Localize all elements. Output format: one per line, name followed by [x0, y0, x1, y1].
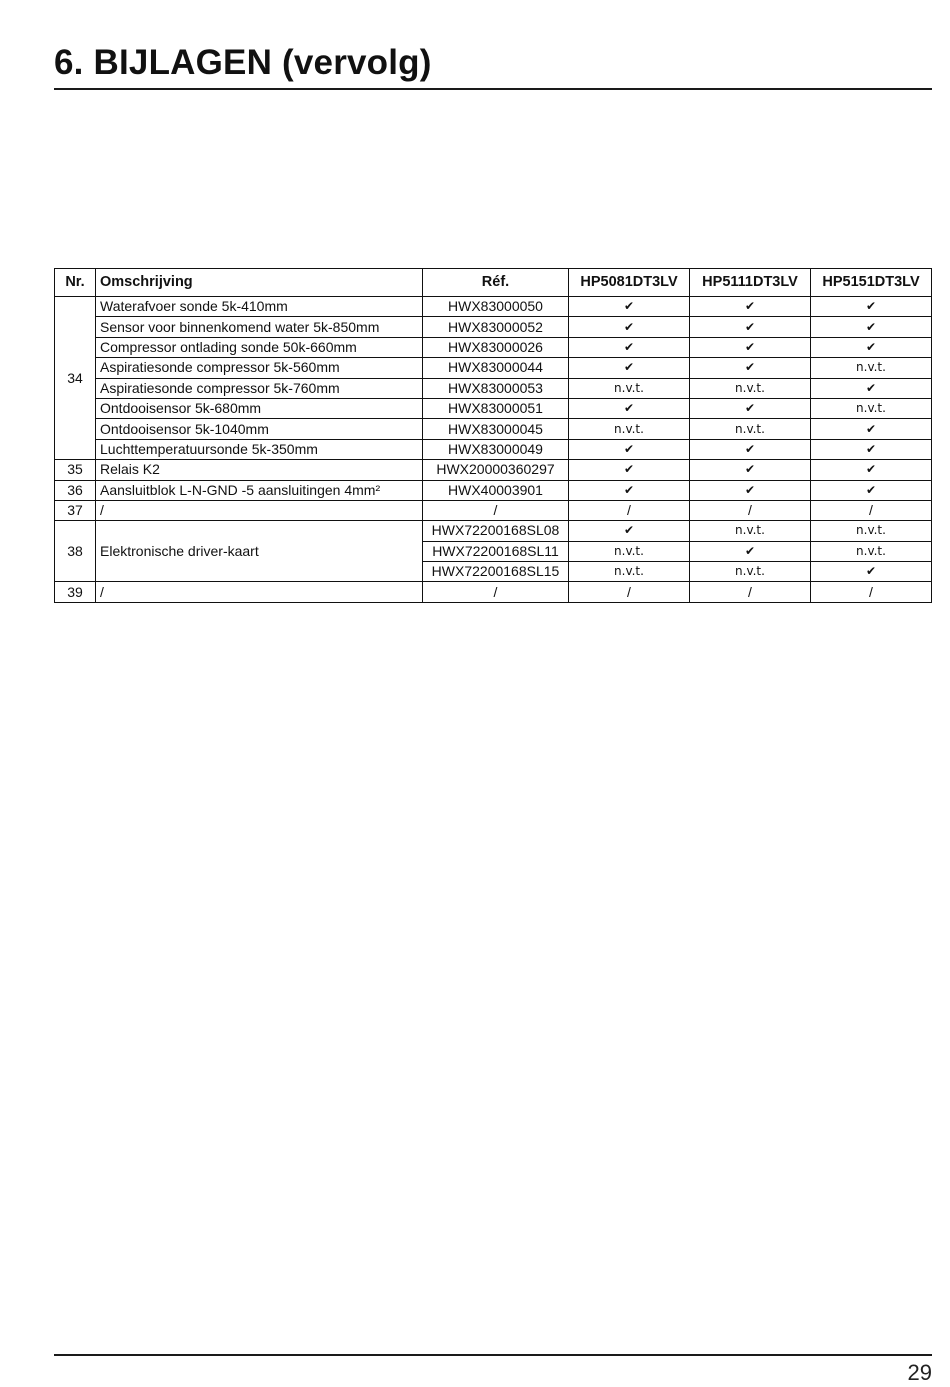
table-row — [55, 337, 932, 357]
header-ref: Réf. — [423, 269, 569, 297]
footer-rule — [54, 1354, 932, 1356]
item-number: 34 — [55, 297, 96, 460]
header-model-1: HP5081DT3LV — [569, 269, 690, 297]
table-row — [55, 398, 932, 418]
model-3-cell: ✔ — [811, 297, 932, 317]
ref-cell: HWX83000052 — [423, 317, 569, 337]
ref-cell: HWX83000049 — [423, 439, 569, 459]
ref-cell: HWX83000053 — [423, 378, 569, 398]
table-row — [55, 297, 932, 317]
model-1-cell: n.v.t. — [569, 378, 690, 398]
model-1-cell: / — [569, 582, 690, 602]
model-2-cell: ✔ — [690, 358, 811, 378]
description-cell: Aansluitblok L-N-GND -5 aansluitingen 4mm² — [96, 480, 423, 500]
ref-cell: / — [423, 500, 569, 520]
table-row — [55, 582, 932, 602]
ref-cell: HWX83000045 — [423, 419, 569, 439]
model-2-cell: ✔ — [690, 439, 811, 459]
model-2-cell: / — [690, 500, 811, 520]
model-2-cell: ✔ — [690, 337, 811, 357]
title-rule — [54, 88, 932, 90]
item-number: 37 — [55, 500, 96, 520]
table-header-row — [55, 269, 932, 297]
model-3-cell: ✔ — [811, 460, 932, 480]
description-cell: Compressor ontlading sonde 50k-660mm — [96, 337, 423, 357]
description-cell: Aspiratiesonde compressor 5k-760mm — [96, 378, 423, 398]
model-2-cell: ✔ — [690, 398, 811, 418]
item-number: 35 — [55, 460, 96, 480]
page-title: 6. BIJLAGEN (vervolg) — [54, 43, 432, 82]
ref-cell: HWX72200168SL15 — [423, 562, 569, 582]
table-row — [55, 317, 932, 337]
description-cell: / — [96, 582, 423, 602]
model-2-cell: ✔ — [690, 297, 811, 317]
description-cell: Relais K2 — [96, 460, 423, 480]
model-3-cell: / — [811, 500, 932, 520]
model-2-cell: ✔ — [690, 541, 811, 561]
model-3-cell: ✔ — [811, 337, 932, 357]
model-1-cell: ✔ — [569, 521, 690, 541]
table-row — [55, 358, 932, 378]
description-cell: / — [96, 500, 423, 520]
ref-cell: HWX83000050 — [423, 297, 569, 317]
model-2-cell: / — [690, 582, 811, 602]
model-2-cell: ✔ — [690, 317, 811, 337]
model-2-cell: n.v.t. — [690, 562, 811, 582]
model-1-cell: ✔ — [569, 337, 690, 357]
table-row — [55, 378, 932, 398]
ref-cell: HWX72200168SL11 — [423, 541, 569, 561]
model-3-cell: n.v.t. — [811, 398, 932, 418]
table-row — [55, 439, 932, 459]
header-model-2: HP5111DT3LV — [690, 269, 811, 297]
item-number: 39 — [55, 582, 96, 602]
model-2-cell: n.v.t. — [690, 378, 811, 398]
model-2-cell: n.v.t. — [690, 419, 811, 439]
ref-cell: HWX83000051 — [423, 398, 569, 418]
model-3-cell: ✔ — [811, 562, 932, 582]
description-cell: Sensor voor binnenkomend water 5k-850mm — [96, 317, 423, 337]
model-1-cell: ✔ — [569, 297, 690, 317]
header-nr: Nr. — [55, 269, 96, 297]
description-cell: Waterafvoer sonde 5k-410mm — [96, 297, 423, 317]
model-1-cell: n.v.t. — [569, 419, 690, 439]
model-3-cell: n.v.t. — [811, 358, 932, 378]
header-description: Omschrijving — [96, 269, 423, 297]
model-1-cell: ✔ — [569, 358, 690, 378]
model-1-cell: ✔ — [569, 398, 690, 418]
model-1-cell: n.v.t. — [569, 562, 690, 582]
model-3-cell: ✔ — [811, 378, 932, 398]
model-3-cell: ✔ — [811, 439, 932, 459]
model-3-cell: n.v.t. — [811, 521, 932, 541]
ref-cell: HWX83000044 — [423, 358, 569, 378]
model-1-cell: ✔ — [569, 460, 690, 480]
model-3-cell: ✔ — [811, 317, 932, 337]
ref-cell: HWX72200168SL08 — [423, 521, 569, 541]
ref-cell: / — [423, 582, 569, 602]
ref-cell: HWX40003901 — [423, 480, 569, 500]
model-1-cell: n.v.t. — [569, 541, 690, 561]
model-1-cell: ✔ — [569, 480, 690, 500]
model-3-cell: ✔ — [811, 419, 932, 439]
table-row — [55, 480, 932, 500]
description-cell: Aspiratiesonde compressor 5k-560mm — [96, 358, 423, 378]
table-row — [55, 460, 932, 480]
model-2-cell: n.v.t. — [690, 521, 811, 541]
model-2-cell: ✔ — [690, 460, 811, 480]
model-2-cell: ✔ — [690, 480, 811, 500]
model-3-cell: / — [811, 582, 932, 602]
model-3-cell: ✔ — [811, 480, 932, 500]
parts-table — [54, 268, 932, 603]
table-row — [55, 419, 932, 439]
table-row — [55, 521, 932, 541]
item-number: 36 — [55, 480, 96, 500]
header-model-3: HP5151DT3LV — [811, 269, 932, 297]
description-cell: Ontdooisensor 5k-680mm — [96, 398, 423, 418]
model-1-cell: ✔ — [569, 317, 690, 337]
item-number: 38 — [55, 521, 96, 582]
ref-cell: HWX83000026 — [423, 337, 569, 357]
description-cell: Luchttemperatuursonde 5k-350mm — [96, 439, 423, 459]
ref-cell: HWX20000360297 — [423, 460, 569, 480]
model-3-cell: n.v.t. — [811, 541, 932, 561]
table-row — [55, 500, 932, 520]
description-cell: Elektronische driver-kaart — [96, 521, 423, 582]
description-cell: Ontdooisensor 5k-1040mm — [96, 419, 423, 439]
page-number: 29 — [907, 1360, 932, 1385]
model-1-cell: / — [569, 500, 690, 520]
model-1-cell: ✔ — [569, 439, 690, 459]
